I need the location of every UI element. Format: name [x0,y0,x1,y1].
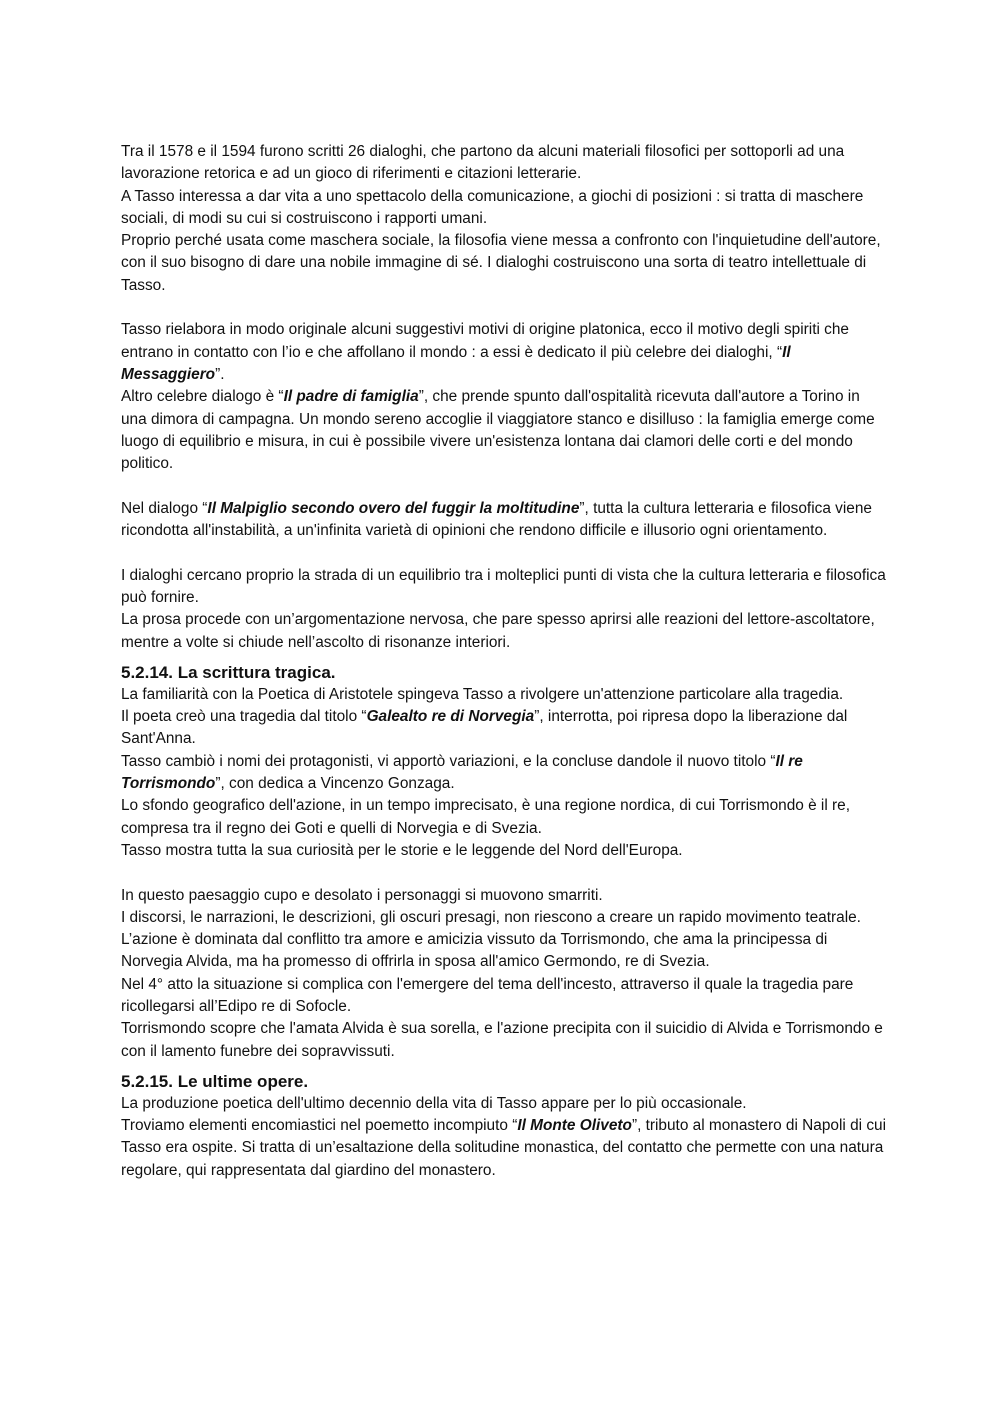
work-title: Il Monte Oliveto [517,1117,632,1135]
spacer [121,475,886,497]
paragraph: Tasso mostra tutta la sua curiosità per le storie e le leggende del Nord dell'Europa. [121,841,683,859]
paragraph: In questo paesaggio cupo e desolato i personaggi si muovono smarriti. [121,886,603,904]
spacer [121,542,886,564]
paragraph: Tasso rielabora in modo originale alcuni suggestivi motivi di origine platonica, ecco il motivo degli spiriti che entrano in contatto con l’io e che affollano il mondo : a essi è dedicato il più celebre dei dialoghi, “Il Messaggiero”. [121,321,849,383]
paragraph: I discorsi, le narrazioni, le descrizioni, gli oscuri presagi, non riescono a creare un rapido movimento teatrale. [121,908,861,926]
paragraph: Altro celebre dialogo è “Il padre di famiglia”, che prende spunto dall'ospitalità ricevuta dall'autore a Torino in una dimora di campagna. Un mondo sereno accoglie il viaggiatore stanco e disilluso : la famiglia emerge come luogo di equilibrio e misura, in cui è possibile vivere un'esistenza lontana dai clamori delle corti e del mondo politico. [121,388,875,473]
paragraph: La produzione poetica dell'ultimo decennio della vita di Tasso appare per lo più occasionale. [121,1094,747,1112]
paragraph: Torrismondo scopre che l'amata Alvida è sua sorella, e l'azione precipita con il suicidio di Alvida e Torrismondo e con il lamento funebre dei sopravvissuti. [121,1020,883,1060]
work-title: Il padre di famiglia [283,388,419,406]
paragraph: Il poeta creò una tragedia dal titolo “Galealto re di Norvegia”, interrotta, poi ripresa dopo la liberazione dal Sant'Anna. [121,708,848,748]
paragraph: Nel dialogo “Il Malpiglio secondo overo del fuggir la moltitudine”, tutta la cultura letteraria e filosofica viene ricondotta all'instabilità, a un'infinita varietà di opinioni che rendono difficile e illusorio ogni orientamento. [121,499,872,540]
paragraph: L’azione è dominata dal conflitto tra amore e amicizia vissuto da Torrismondo, che ama la principessa di Norvegia Alvida, ma ha promesso di offrirla in sposa all'amico Germondo, re di Svezia. [121,931,828,971]
section-heading: 5.2.14. La scrittura tragica. [121,662,336,682]
paragraph: La familiarità con la Poetica di Aristotele spingeva Tasso a rivolgere un'attenzione particolare alla tragedia. [121,685,844,703]
paragraph: Tra il 1578 e il 1594 furono scritti 26 dialoghi, che partono da alcuni materiali filosofici per sottoporli ad una lavorazione retorica e ad un gioco di riferimenti e citazioni letterarie. [121,143,845,183]
paragraph: A Tasso interessa a dar vita a uno spettacolo della comunicazione, a giochi di posizioni : si tratta di maschere sociali, di modi su cui si costruiscono i rapporti umani. [121,187,864,227]
work-title: Il re Torrismondo [121,752,803,793]
spacer [121,862,886,884]
paragraph: La prosa procede con un’argomentazione nervosa, che pare spesso aprirsi alle reazioni del lettore-ascoltatore, mentre a volte si chiude nell’ascolto di risonanze interiori. [121,611,875,651]
paragraph: Lo sfondo geografico dell'azione, in un tempo imprecisato, è una regione nordica, di cui Torrismondo è il re, compresa tra il regno dei Goti e quelli di Norvegia e di Svezia. [121,797,851,837]
paragraph: I dialoghi cercano proprio la strada di un equilibrio tra i molteplici punti di vista che la cultura letteraria e filosofica può fornire. [121,566,886,606]
paragraph: Tasso cambiò i nomi dei protagonisti, vi apportò variazioni, e la concluse dandole il nuovo titolo “Il re Torrismondo”, con dedica a Vincenzo Gonzaga. [121,752,803,793]
work-title: Il Malpiglio secondo overo del fuggir la moltitudine [207,499,580,517]
paragraph: Troviamo elementi encomiastici nel poemetto incompiuto “Il Monte Oliveto”, tributo al monastero di Napoli di cui Tasso era ospite. Si tratta di un’esaltazione della solitudine monastica, del contatto che permette con una natura regolare, qui rappresentata dal giardino del monastero. [121,1117,887,1179]
section-heading: 5.2.15. Le ultime opere. [121,1071,309,1091]
spacer [121,297,886,319]
work-title: Il Messaggiero [121,343,791,383]
work-title: Galealto re di Norvegia [366,708,535,726]
document-page [121,141,886,1182]
paragraph: Proprio perché usata come maschera sociale, la filosofia viene messa a confronto con l'inquietudine dell'autore, con il suo bisogno di dare una nobile immagine di sé. I dialoghi costruiscono una sorta di teatro intellettuale di Tasso. [121,232,881,294]
paragraph: Nel 4° atto la situazione si complica con l'emergere del tema dell'incesto, attraverso il quale la tragedia pare ricollegarsi all’Edipo re di Sofocle. [121,975,854,1015]
